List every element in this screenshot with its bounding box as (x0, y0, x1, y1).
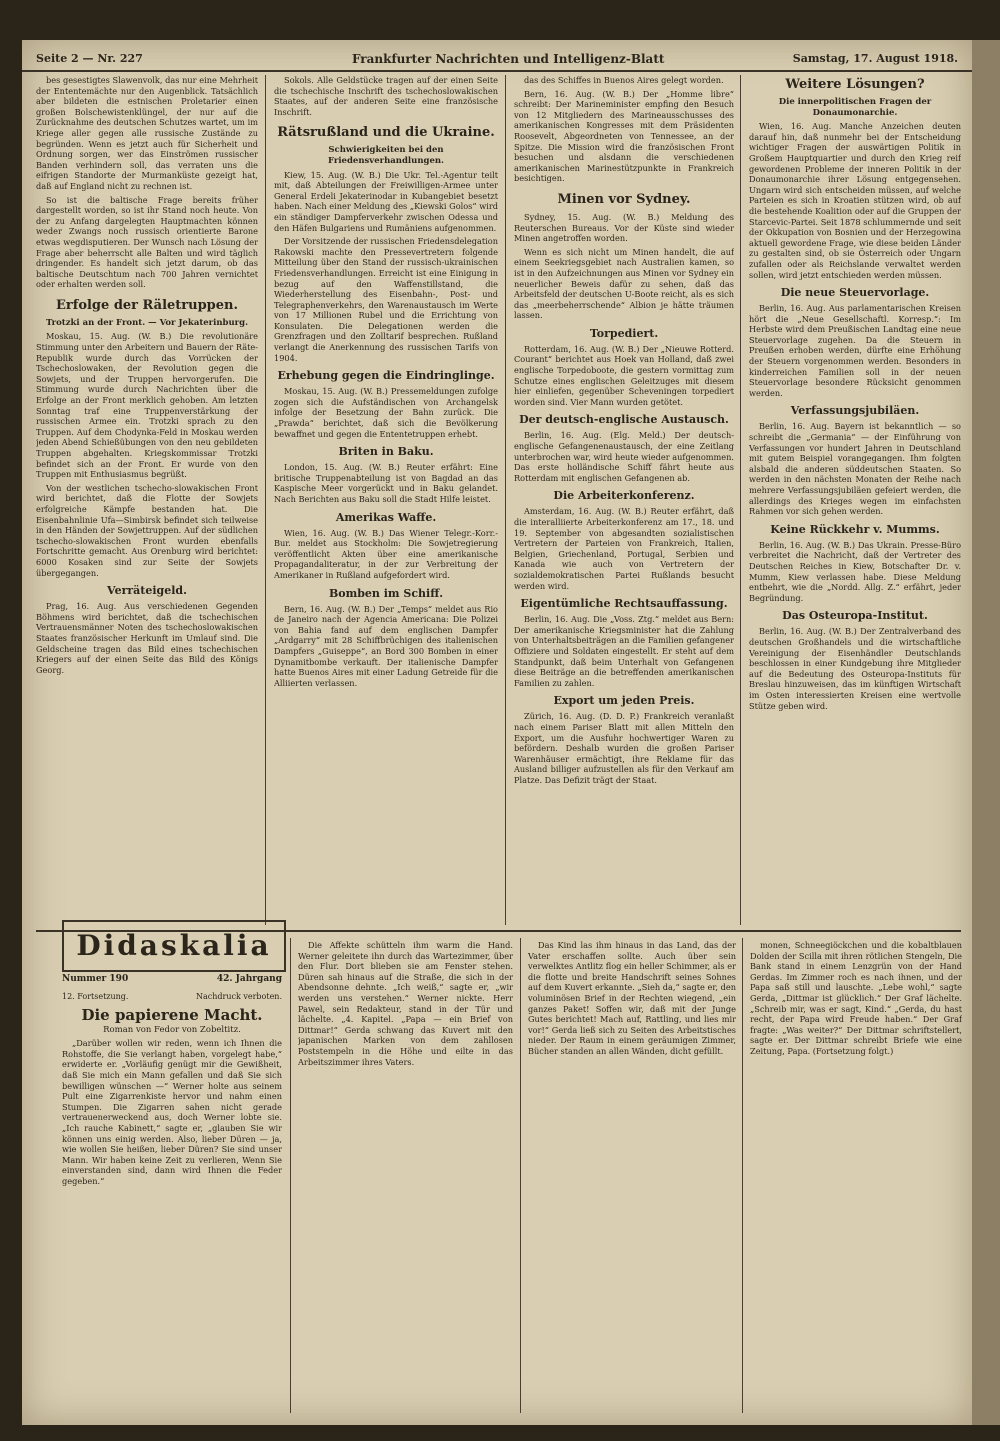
headline: Rätsrußland und die Ukraine. (277, 125, 495, 141)
headline: Amerikas Waffe. (335, 510, 437, 524)
headline: Minen vor Sydney. (557, 191, 691, 207)
headline: Der deutsch-englische Austausch. (519, 413, 729, 427)
article-text: Berlin, 16. Aug. (Elg. Meld.) Der deutsch-englische Gefangenenaustausch, der eine Zeitlang unterbrochen war, wird heute wieder aufgenommen. Das erste holländische Schiff fährt heute aus Rotterdam mit englischen Gefangenen ab. (514, 430, 734, 483)
column-rule (742, 938, 743, 1413)
subheadline: Trotzki an der Front. — Vor Jekaterinburg. (45, 317, 249, 328)
feuilleton-issue (62, 974, 282, 984)
story-title: Die papierene Macht. (81, 1005, 263, 1024)
column-1 (36, 75, 258, 925)
article-text: Berlin, 16. Aug. (W. B.) Das Ukrain. Presse-Büro verbreitet die Nachricht, daß der Vertreter des Deutschen Reiches in Kiew, Botschafter Dr. v. Mumm, Kiew verlassen habe. Diese Meldung entbehrt, wie die „Nordd. Allg. Z.“ erfährt, jeder Begründung. (749, 539, 961, 603)
article-text: das des Schiffes in Buenos Aires gelegt worden. (524, 75, 724, 85)
article-text: Berlin, 16. Aug. (W. B.) Der Zentralverband des deutschen Großhandels und die wirtschaftliche Vereinigung der Eisenhändler Deutschlands beschlossen in einer Kundgebung ihre Mitglieder auf die Bedeutung des Osteuropa-Instituts für Breslau hinzuweisen, das im künftigen Wirtschaft im Osten interessierten Kreisen eine wertvolle Stütze geben wird. (749, 626, 961, 711)
feuilleton-line (62, 992, 282, 1003)
feuilleton-column-4 (750, 940, 962, 1410)
article-text: Moskau, 15. Aug. (W. B.) Pressemeldungen zufolge zogen sich die Aufständischen von Archangelsk infolge der Besetzung der Bahn zurück. Die „Prawda“ berichtet, daß sich die Bevölkerung bewaffnet und gegen die Ententetruppen erhebt. (274, 386, 498, 439)
masthead (22, 48, 972, 72)
article-text: Berlin, 16. Aug. Aus parlamentarischen Kreisen hört die „Neue Gesellschaftl. Korresp.“: Im Herbste wird dem Preußischen Landtag eine neue Steuervorlage zugehen. Da die Steuern in Preußen erhoben werden, dürfte eine Erhöhung der Steuern vorgenommen werden. Besonders in kinderreichen Familien soll in der neuen Steuervorlage besondere Rücksicht genommen werden. (749, 303, 961, 398)
story-author: Roman von Fedor von Zobeltitz. (103, 1024, 241, 1035)
article-text: Wenn es sich nicht um Minen handelt, die auf einem Seekriegsgebiet nach Australien kamen, so ist in den Aufzeichnungen aus Minen vor Sydney ein neuerlicher Beweis dafür zu sehen, daß das Arbeitsfeld der deutschen U-Boote reicht, als es sich das „meerbeherrschende“ Albion je hätte träumen lassen. (514, 246, 734, 321)
article-text: Kiew, 15. Aug. (W. B.) Die Ukr. Tel.-Agentur teilt mit, daß Abteilungen der Freiwilligen-Armee unter General Erdeli Jekaterinodar in Kubangebiet besetzt haben. Nach einer Meldung des „Kiewski Golos“ wird ein ständiger Dampferverkehr zwischen Odessa und den Häfen Bulgariens und Rumäniens aufgenommen. (274, 169, 498, 233)
column-rule (505, 75, 506, 925)
continuation-note: 12. Fortsetzung. (62, 992, 129, 1001)
newspaper-title: Frankfurter Nachrichten und Intelligenz-Blatt (352, 52, 665, 66)
column-4 (749, 75, 961, 925)
feuilleton-column-2 (298, 940, 513, 1410)
headline: Bomben im Schiff. (328, 586, 444, 600)
headline: Keine Rückkehr v. Mumms. (770, 522, 940, 536)
issue-date: Samstag, 17. August 1918. (792, 52, 958, 65)
article-text: Moskau, 15. Aug. (W. B.) Die revolutionäre Stimmung unter den Arbeitern und Bauern der Räte-Republik wurde durch das Vorrücken der Tschechoslowaken, der Revolution gegen die Sowjets, und der Truppen hervorgerufen. Die Stimmung wurde durch Nachrichten über die Erfolge an der Front merklich gehoben. Am letzten Sonntag traf eine Truppenverstärkung der russischen Armee ein. Trotzki sprach zu den Truppen. Auf dem Chodynka-Feld in Moskau werden jeden Abend Schießübungen von den neu gebildeten Truppen abgehalten. Kriegskommissar Trotzki befindet sich an der Front. Er wurde von den Truppen mit Enthusiasmus begrüßt. (36, 331, 258, 480)
headline: Erhebung gegen die Eindringlinge. (277, 369, 495, 383)
subheadline: Die innerpolitischen Fragen der Donaumonarchie. (778, 97, 932, 118)
column-2 (274, 75, 498, 925)
headline: Verfassungsjubiläen. (790, 404, 920, 418)
column-rule (265, 75, 266, 925)
article-text: Bern, 16. Aug. (W. B.) Der „Homme libre“ schreibt: Der Marineminister empfing den Besuch von 12 Mitgliedern des Marineausschusses des amerikanischen Kongresses mit dem Präsidenten Roosevelt, Abgeordneten von Tennessee, an der Spitze. Die Mission wird die französischen Front besuchen und alsdann die verschiedenen amerikanischen Marinestützpunkte in Frankreich besichtigen. (514, 88, 734, 184)
article-text: Sydney, 15. Aug. (W. B.) Meldung des Reuterschen Bureaus. Vor der Küste sind wieder Minen angetroffen worden. (514, 211, 734, 244)
article-text: Wien, 16. Aug. Manche Anzeichen deuten darauf hin, daß nunmehr bei der Entscheidung wichtiger Fragen der auswärtigen Politik in Großem Hauptquartier und durch den Krieg reif gewordenen Probleme der inneren Politik in der Donaumonarchie ihrer Lösung entgegensehen. Ungarn wird sich entscheiden müssen, auf welche Parteien es sich in Kroatien stützen wird, ob auf die bestehende Koalition oder auf die Gruppen der Starcevic-Partei. Seit 1878 schlummernde und seit der Okkupation von Bosnien und der Herzegowina aktuell gewordene Frage, wie diese beiden Länder zu gestalten sind, ob sie Österreich oder Ungarn zufallen oder als Reichslande verwaltet werden sollen, wird jetzt entschieden werden müssen. (749, 121, 961, 280)
column-3 (514, 75, 734, 925)
article-text: Bern, 16. Aug. (W. B.) Der „Temps“ meldet aus Rio de Janeiro nach der Agencia Americana: Die Polizei von Bahia fand auf dem englischen Dampfer „Ardgarry“ mit 28 Schiffbrüchigen des italienischen Dampfers „Guiseppe“, an Bord 300 Bomben in einer Dynamitbombe verkauft. Der italienische Dampfer hatte Buenos Aires mit einer Ladung Getreide für die Alliierten verlassen. (274, 603, 498, 688)
reprint-note: Nachdruck verboten. (195, 992, 282, 1001)
headline: Das Osteuropa-Institut. (782, 609, 928, 623)
column-rule (740, 75, 741, 925)
article-text: Rotterdam, 16. Aug. (W. B.) Der „Nieuwe Rotterd. Courant“ berichtet aus Hoek van Holland, daß zwei englische Torpedoboote, die gestern vormittag zum Schutze eines englischen Geleitzuges mit diesem hier einliefen, gegenüber Scheveningen torpediert worden sind. Vier Mann wurden getötet. (514, 343, 734, 407)
story-text: Das Kind las ihm hinaus in das Land, das der Vater erschaffen sollte. Auch über sein verwelktes Antlitz flog ein heller Schimmer, als er die flotte und breite Handschrift seines Sohnes auf dem Kuvert erkannte. „Sieh da,“ sagte er, den voluminösen Brief in der Rechten wiegend, „ein ganzes Paket! Soffen wir, daß mit der Junge Gutes berichtet! Mach auf, Rattling, und lies mir vor!“ Gerda ließ sich zu Seiten des Arbeitstisches nieder. Der Raum in einem geräumigen Zimmer, Bücher standen an allen Wänden, dicht gefüllt. (528, 940, 736, 1056)
headline: Eigentümliche Rechtsauffassung. (520, 597, 728, 611)
article-text: London, 15. Aug. (W. B.) Reuter erfährt: Eine britische Truppenabteilung ist von Bagdad an das Kaspische Meer vorgerückt und in Baku gelandet. Nach Berichten aus Baku soll die Stadt Hilfe leistet. (274, 462, 498, 504)
article-text: Berlin, 16. Aug. Die „Voss. Ztg.“ meldet aus Bern: Der amerikanische Kriegsminister hat die Zahlung von Unterhaltsbeiträgen an die Familien gefangener Offiziere und Soldaten eingestellt. Er steht auf dem Standpunkt, daß beim Unterhalt von Gefangenen diese Beiträge an die betreffenden amerikanischen Familien zu zahlen. (514, 614, 734, 688)
article-text: Der Vorsitzende der russischen Friedensdelegation Rakowski machte den Pressevertretern folgende Mitteilung über den Stand der russisch-ukrainischen Friedensverhandlungen. Erreicht ist eine Einigung in bezug auf den Waffenstillstand, die Wiederherstellung des Eisenbahn-, Post- und Telegraphenverkehrs, den Warenaustausch im Werte von 17 Millionen Rubel und die Errichtung von Konsulaten. Die Delegationen werden die Grenzfragen und den Zolltarif besprechen. Rußland verlangt die Anerkennung des russischen Tarifs von 1904. (274, 236, 498, 363)
article-text: So ist die baltische Frage bereits früher dargestellt worden, so ist ihr Stand noch heute. Von der zu Anfang dargelegten Hauptmachten können weder Zwangs noch russisch orientierte Barone etwas wegdisputieren. Der Wunsch nach Lösung der Frage aber beherrscht alle Balten und wird täglich dringender. Es handelt sich jetzt darum, ob das baltische Deutschtum nach 700 Jahren vernichtet oder erhalten werden soll. (36, 194, 258, 290)
page-number: Seite 2 — Nr. 227 (36, 52, 143, 65)
column-rule (520, 938, 521, 1413)
adjacent-page-edge (972, 40, 1000, 1425)
newspaper-page (22, 40, 972, 1425)
headline: Die neue Steuervorlage. (780, 286, 930, 300)
article-text: Prag, 16. Aug. Aus verschiedenen Gegenden Böhmens wird berichtet, daß die tschechischen Vertrauensmänner Noten des tschechoslowakischen Staates französischer Herkunft im Umlauf sind. Die Geldscheine tragen das Bild eines tschechischen Kriegers auf der einen Seite das Bild des Königs Georg. (36, 601, 258, 675)
article-text: Sokols. Alle Geldstücke tragen auf der einen Seite die tschechische Inschrift des tschechoslowakischen Staates, auf der anderen Seite eine französische Inschrift. (274, 75, 498, 117)
article-text: Von der westlichen tschecho-slowakischen Front wird berichtet, daß die Flotte der Sowjets erfolgreiche Kämpfe bestanden hat. Die Eisenbahnlinie Ufa—Simbirsk befindet sich teilweise in den Händen der Sowjettruppen. Auf der südlichen tschecho-slowakischen Front wurden ebenfalls Fortschritte gemacht. Aus Orenburg wird berichtet: 6000 Kosaken sind zur Seite der Sowjets übergegangen. (36, 482, 258, 578)
headline: Export um jeden Preis. (553, 694, 695, 708)
feuilleton-column-3 (528, 940, 736, 1410)
headline: Die Arbeiterkonferenz. (553, 489, 695, 503)
story-text: monen, Schneegiöckchen und die kobaltblauen Dolden der Scilla mit ihren rötlichen Stengeln, Die Bank stand in einem Lenzgrün von der Hand Gerdas. Im Zimmer roch es nach ihnen, und der Papa saß still und lauschte. „Lebe wohl,“ sagte Gerda, „Dittmar ist glücklich.“ Der Graf lächelte. „Schreib mir, was er sagt, Kind.“ „Gerda, du hast recht, der Papa wird Freude haben.“ Der Graf fragte: „Was weiter?“ Der Dittmar schriftstellert, sagte er. Der Dittmar schreibt Briefe wie eine Zeitung, Papa. (Fortsetzung folgt.) (750, 940, 962, 1056)
headline: Torpediert. (589, 326, 659, 340)
article-text: Zürich, 16. Aug. (D. D. P.) Frankreich veranlaßt nach einem Pariser Blatt mit allen Mitteln den Export, um die Ausfuhr hochwertiger Waren zu befördern. Deshalb wurden die großen Pariser Warenhäuser ermächtigt, ihre Reklame für das Ausland billiger aufzustellen als für den Verkauf am Platze. Das Defizit trägt der Staat. (514, 711, 734, 785)
column-rule (290, 938, 291, 1413)
story-text: „Darüber wollen wir reden, wenn ich Ihnen die Rohstoffe, die Sie verlangt haben, vorgelegt habe,“ erwiderte er. „Vorläufig genügt mir die Gewißheit, daß Sie mich ein Mann gefallen und daß Sie sich bewilligen wünschen —“ Werner holte aus seinem Pult eine Zigarrenkiste hervor und nahm einen Stumpen. Die Zigarren sahen nicht gerade vertrauenerweckend aus, doch Werner lobte sie. „Ich rauche Kabinett,“ sagte er, „glauben Sie wir können uns einig werden. Also, lieber Düren — ja, wie wollen Sie heißen, lieber Düren? Sie sind unser Mann. Wir haben keine Zeit zu verlieren, Wenn Sie einverstanden sind, dann wird Ihnen die Feder gegeben.“ (62, 1038, 282, 1186)
article-text: Berlin, 16. Aug. Bayern ist bekanntlich — so schreibt die „Germania“ — der Einführung von Verfassungen vor hundert Jahren in Deutschland mit gutem Beispiel vorangegangen. Ihm folgten alsbald die anderen süddeutschen Staaten. So werden in den nächsten Monaten der Reihe nach mehrere Verfassungsjubiläen gefeiert werden, die allerdings des Krieges wegen im einfachsten Rahmen vor sich gehen werden. (749, 421, 961, 517)
feuilleton-year: 42. Jahrgang (216, 974, 282, 984)
story-text: Die Affekte schütteln ihm warm die Hand. Werner geleitete ihn durch das Wartezimmer, über den Flur. Dort blieben sie am Fenster stehen. Düren sah hinaus auf die Straße, die sich in der Abendsonne dehnte. „Ich weiß,“ sagte er, „wir werden uns verstehen.“ Werner nickte. Herr Pawel, sein Redakteur, stand in der Tür und lächelte. „4. Kapitel. „Papa — ein Brief von Dittmar!“ Gerda schwang das Kuvert mit den japanischen Marken von dem zahllosen Poststempeln in die Höhe und eilte in das Arbeitszimmer ihres Vaters. (298, 940, 513, 1067)
feuilleton-title: Didaskalia (62, 920, 286, 972)
feuilleton-column-1 (62, 992, 282, 1412)
article-text: Amsterdam, 16. Aug. (W. B.) Reuter erfährt, daß die interalliierte Arbeiterkonferenz am 17., 18. und 19. September von abgesandten sozialistischen Vertretern der Parteien von Frankreich, Italien, Belgien, Griechenland, Portugal, Serbien und Kanada wie auch von Vertretern der sozialdemokratischen Partei Rußlands besucht werden wird. (514, 506, 734, 591)
headline: Briten in Baku. (338, 445, 434, 459)
subheadline: Schwierigkeiten bei den Friedensverhandlungen. (327, 145, 445, 166)
headline: Erfolge der Räletruppen. (55, 297, 239, 313)
article-text: bes gesestigtes Slawenvolk, das nur eine Mehrheit der Ententemächte nur den Augenblick. Tatsächlich aber bildeten die estnischen Proletarier einen großen Bolschewistenklüngel, der nur auf die Zurücknahme des deutschen Schutzes wartet, um im Kriege aller gegen alle russische Zustände zu begründen. Wenn es jetzt auch für Sicherheit und Ordnung sorgen, wer das Einströmen russischer Banden verhindern soll, das verraten uns die eifrigen Standorte der Murmanküste gezeigt hat, daß auf England nicht zu rechnen ist. (36, 75, 258, 191)
article-text: Wien, 16. Aug. (W. B.) Das Wiener Telegr.-Korr.-Bur. meldet aus Stockholm: Die Sowjetregierung veröffentlicht Akten über eine amerikanische Propagandaliteratur, in der zur Verbreitung der Amerikaner in Rußland aufgefordert wird. (274, 527, 498, 580)
headline: Weitere Lösungen? (785, 77, 925, 92)
feuilleton-number: Nummer 190 (62, 974, 129, 984)
headline: Verräteigeld. (107, 584, 187, 598)
